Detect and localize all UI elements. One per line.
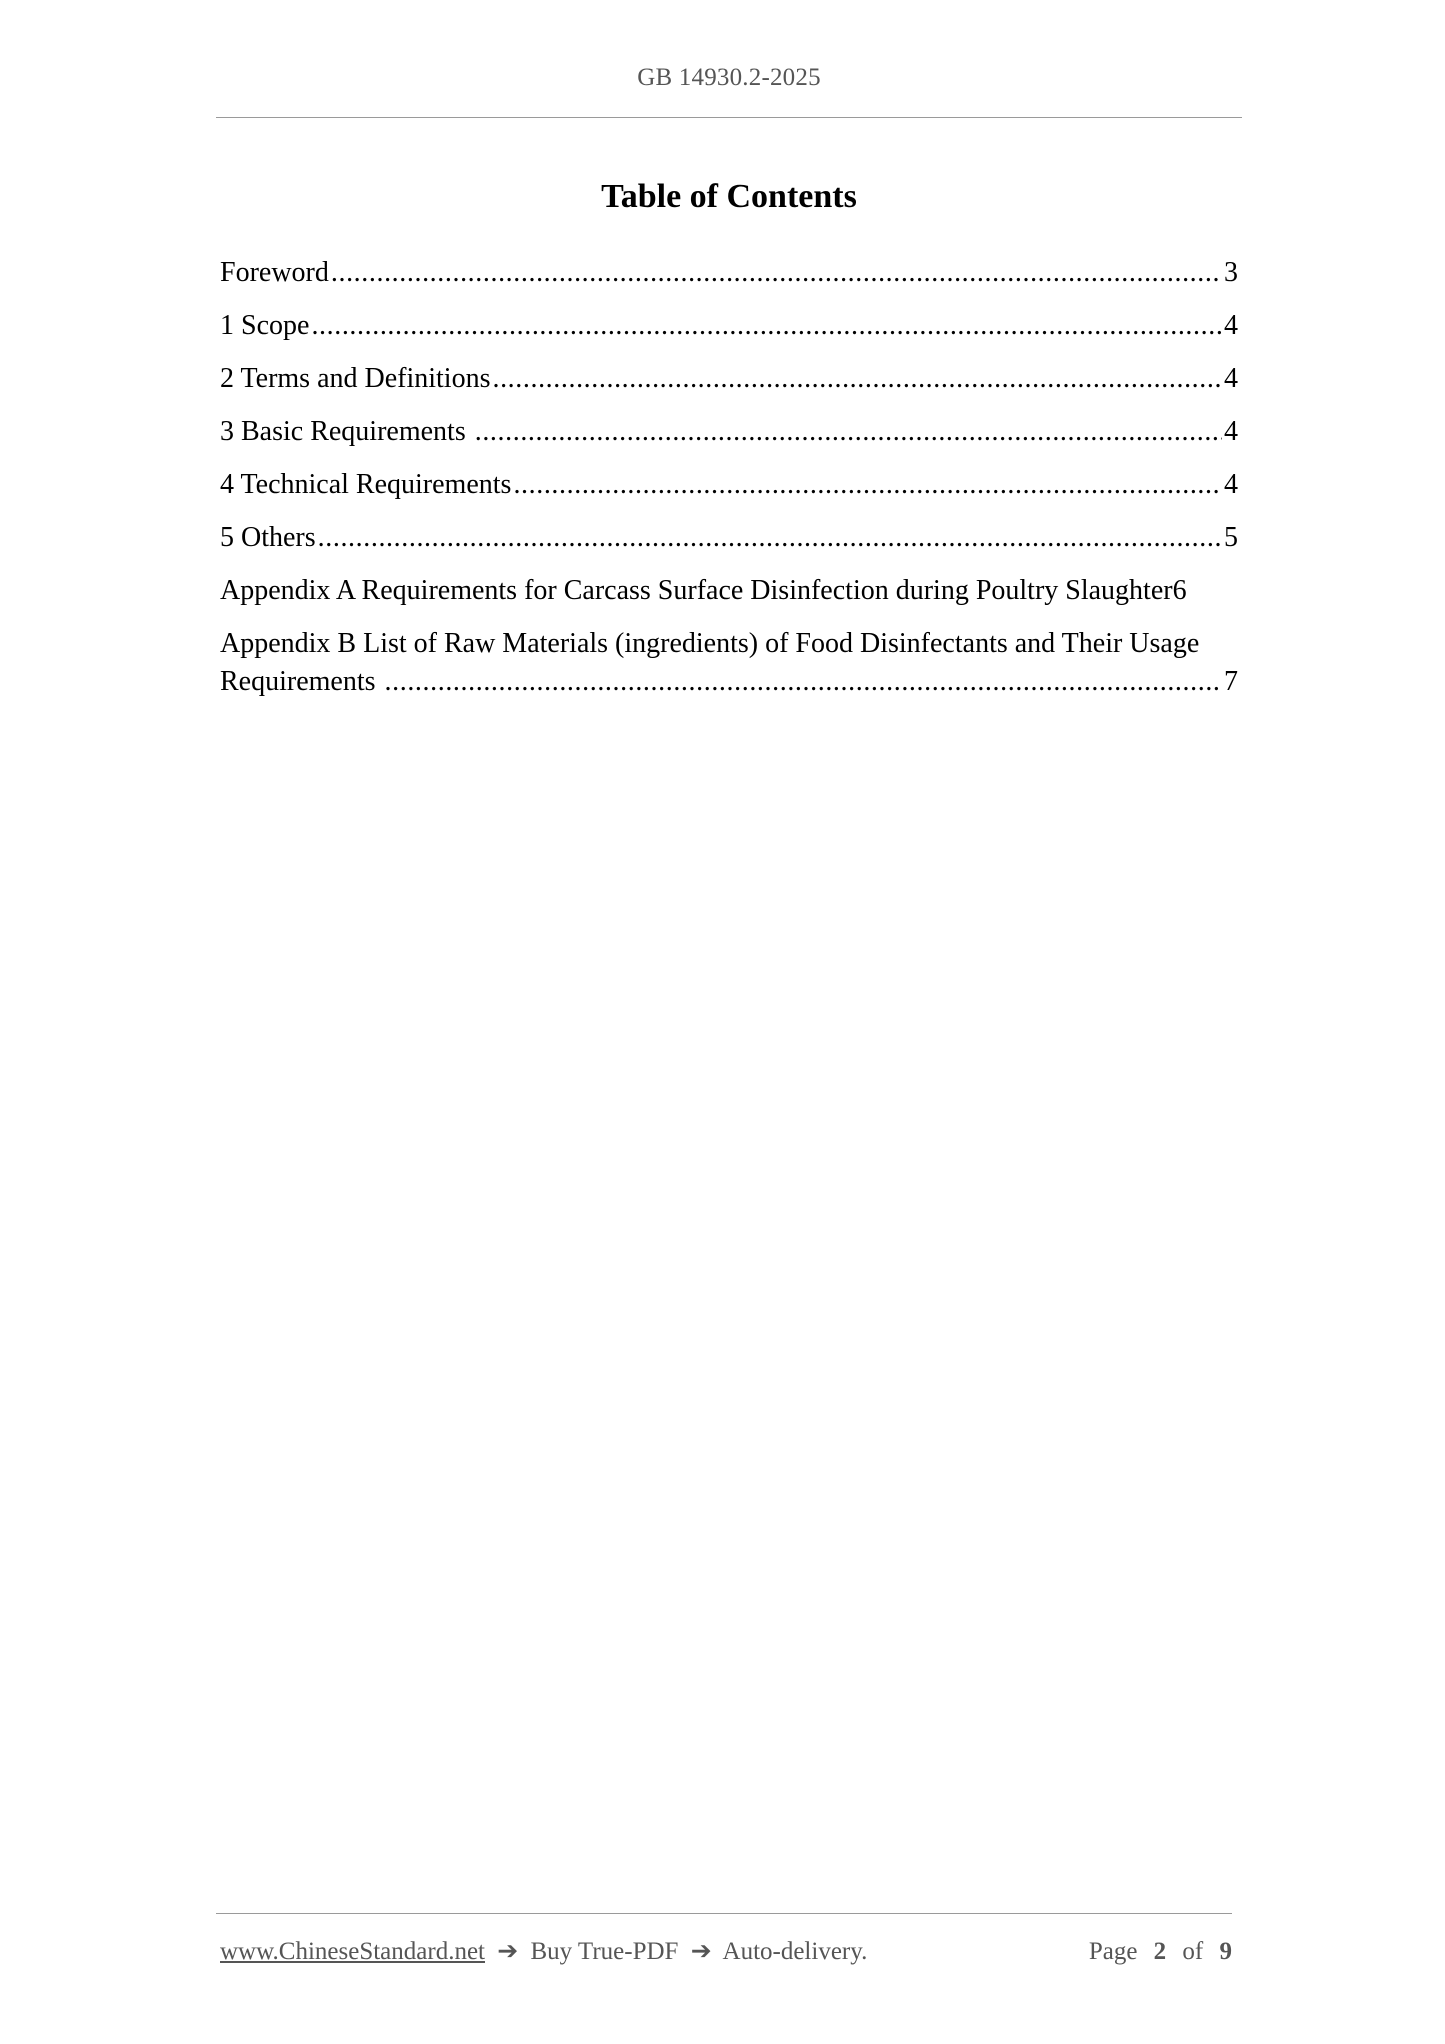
dot-leader: [311, 307, 1222, 345]
toc-entry-label-line2: Requirements: [220, 666, 383, 697]
total-pages: 9: [1219, 1938, 1232, 1965]
toc-title: Table of Contents: [601, 178, 857, 215]
dot-leader: [318, 519, 1222, 557]
dot-leader: [475, 413, 1222, 451]
current-page: 2: [1153, 1938, 1167, 1965]
toc-entry-terms-and-definitions[interactable]: [220, 360, 1238, 398]
toc-entry-page: 4: [1224, 469, 1238, 500]
toc-entry-label: 2 Terms and Definitions: [220, 363, 491, 394]
table-of-contents: [220, 254, 1238, 701]
toc-entry-appendix-a[interactable]: [220, 572, 1238, 610]
toc-entry-page: 3: [1224, 257, 1238, 288]
page-footer: [220, 1936, 1232, 1966]
toc-entry-label: 4 Technical Requirements: [220, 469, 512, 500]
arrow-right-icon: ➔: [690, 1938, 712, 1965]
toc-entry-label: 1 Scope: [220, 310, 310, 341]
toc-entry-page: 4: [1224, 363, 1238, 394]
toc-entry-label: 5 Others: [220, 522, 316, 553]
dot-leader: [513, 466, 1222, 504]
toc-entry-label: 3 Basic Requirements: [220, 416, 473, 447]
toc-entry-page: 7: [1224, 666, 1238, 697]
toc-entry-technical-requirements[interactable]: [220, 466, 1238, 504]
toc-entry-foreword[interactable]: [220, 254, 1238, 292]
toc-entry-label-line1: Appendix B List of Raw Materials (ingredients) of Food Disinfectants and Their Usage: [220, 628, 1200, 659]
page-number: [1089, 1938, 1232, 1966]
page-word: Page: [1088, 1938, 1138, 1965]
footer-promo: [220, 1936, 867, 1966]
of-word: of: [1182, 1938, 1204, 1965]
toc-entry-page: 4: [1224, 310, 1238, 341]
footer-divider: [216, 1913, 1232, 1914]
header-divider: [216, 117, 1242, 118]
dot-leader: [492, 360, 1222, 398]
document-code-header: GB 14930.2-2025: [637, 64, 821, 91]
toc-entry-label: Foreword: [220, 257, 329, 288]
toc-entry-page: 5: [1224, 522, 1238, 553]
toc-entry-appendix-b[interactable]: [220, 625, 1238, 701]
buy-true-pdf-text: Buy True-PDF: [530, 1938, 679, 1965]
toc-entry-others[interactable]: [220, 519, 1238, 557]
toc-entry-page: 6: [1172, 575, 1187, 606]
toc-entry-label: Appendix A Requirements for Carcass Surface Disinfection during Poultry Slaughter: [220, 575, 1173, 606]
arrow-right-icon: ➔: [497, 1938, 519, 1965]
auto-delivery-text: Auto-delivery.: [722, 1938, 868, 1965]
website-link[interactable]: www.ChineseStandard.net: [220, 1938, 485, 1965]
toc-entry-scope[interactable]: [220, 307, 1238, 345]
dot-leader: [385, 663, 1222, 701]
toc-entry-page: 4: [1224, 416, 1238, 447]
dot-leader: [331, 254, 1222, 292]
toc-entry-basic-requirements[interactable]: [220, 413, 1238, 451]
